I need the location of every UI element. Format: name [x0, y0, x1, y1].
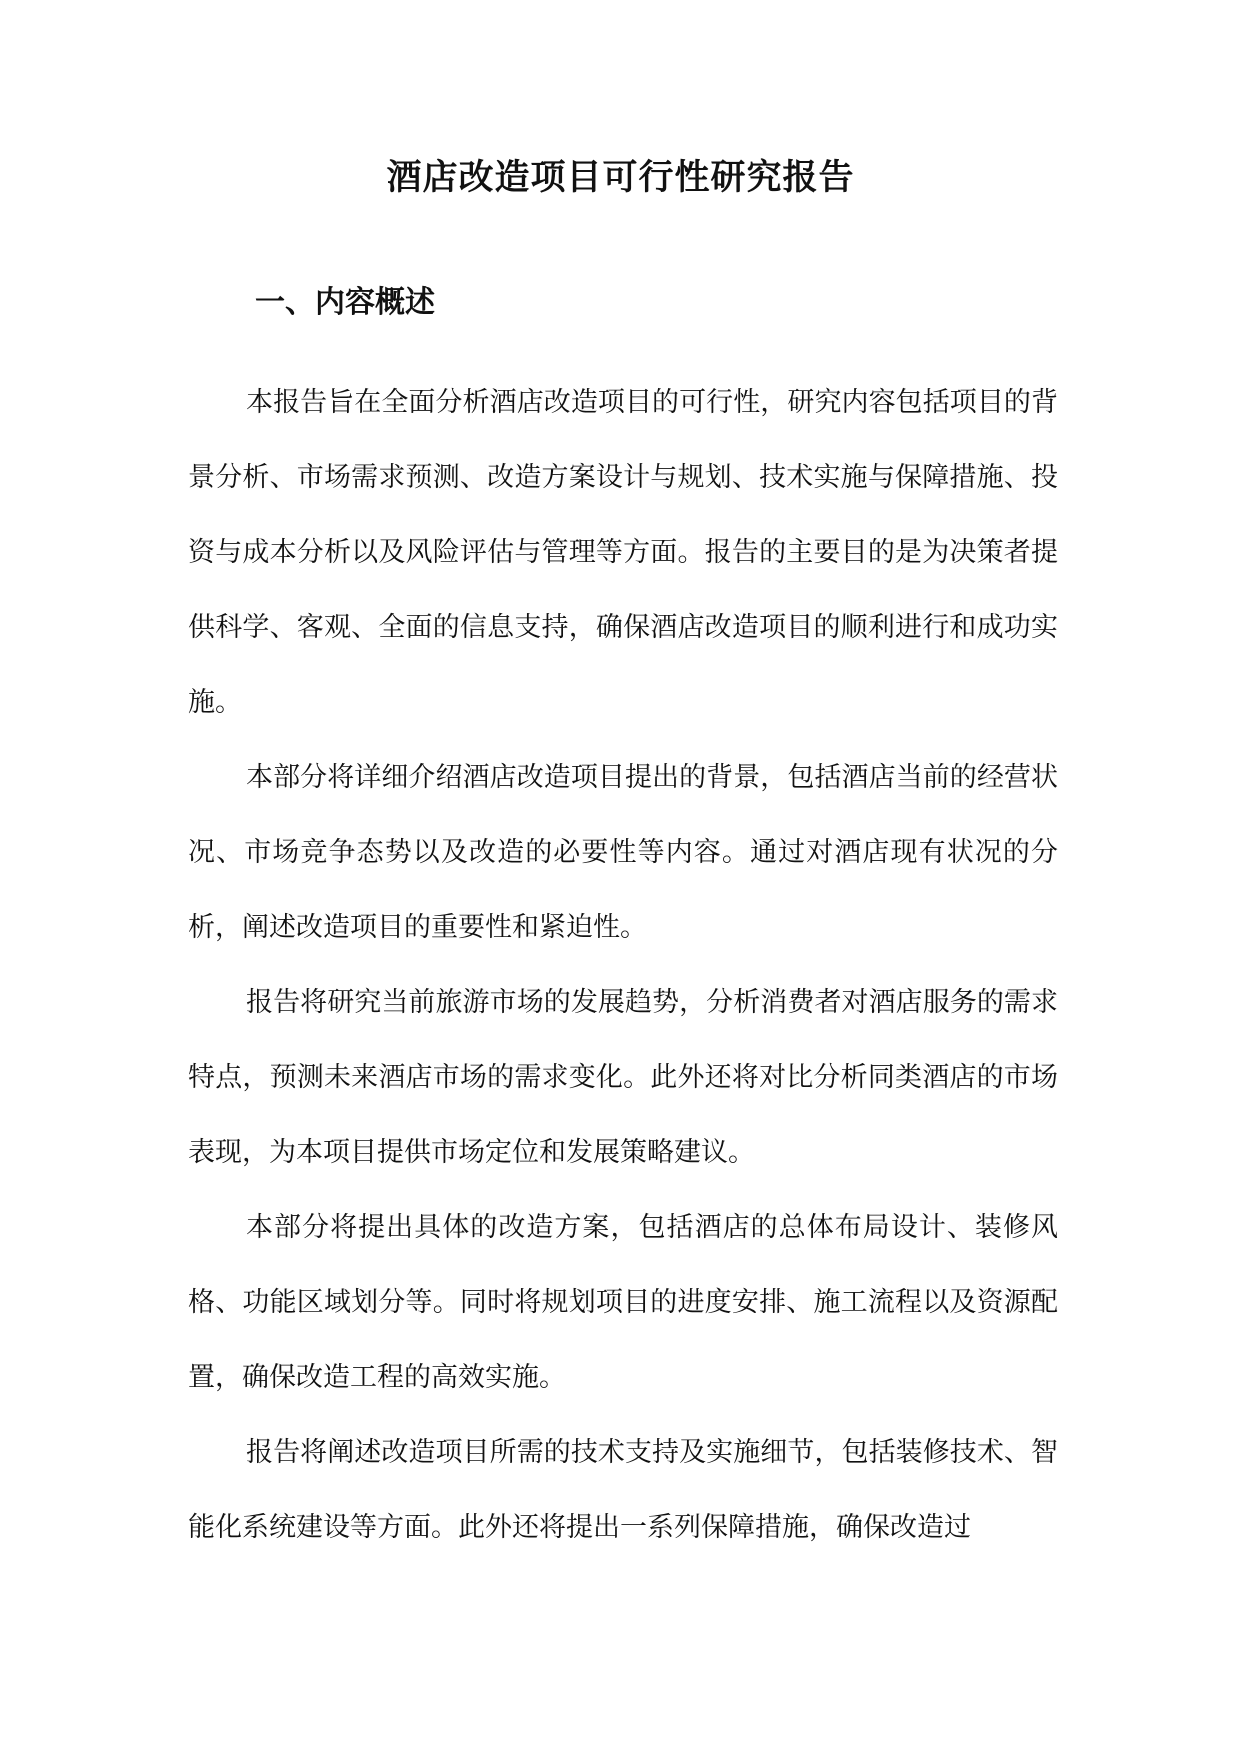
paragraph-market: 报告将研究当前旅游市场的发展趋势，分析消费者对酒店服务的需求特点，预测未来酒店市场的需求变化。此外还将对比分析同类酒店的市场表现，为本项目提供市场定位和发展策略建议。 — [188, 987, 1058, 1168]
paragraph-overview: 本报告旨在全面分析酒店改造项目的可行性，研究内容包括项目的背景分析、市场需求预测、改造方案设计与规划、技术实施与保障措施、投资与成本分析以及风险评估与管理等方面。报告的主要目的是为决策者提供科学、客观、全面的信息支持，确保酒店改造项目的顺利进行和成功实施。 — [188, 387, 1058, 718]
section-body — [188, 365, 1058, 1565]
paragraph-plan: 本部分将提出具体的改造方案，包括酒店的总体布局设计、装修风格、功能区域划分等。同时将规划项目的进度安排、施工流程以及资源配置，确保改造工程的高效实施。 — [188, 1212, 1058, 1393]
paragraph-technology: 报告将阐述改造项目所需的技术支持及实施细节，包括装修技术、智能化系统建设等方面。此外还将提出一系列保障措施，确保改造过 — [188, 1437, 1058, 1543]
section-heading: 一、内容概述 — [255, 285, 435, 320]
document-title: 酒店改造项目可行性研究报告 — [386, 157, 855, 198]
paragraph-background: 本部分将详细介绍酒店改造项目提出的背景，包括酒店当前的经营状况、市场竞争态势以及改造的必要性等内容。通过对酒店现有状况的分析，阐述改造项目的重要性和紧迫性。 — [188, 762, 1058, 943]
